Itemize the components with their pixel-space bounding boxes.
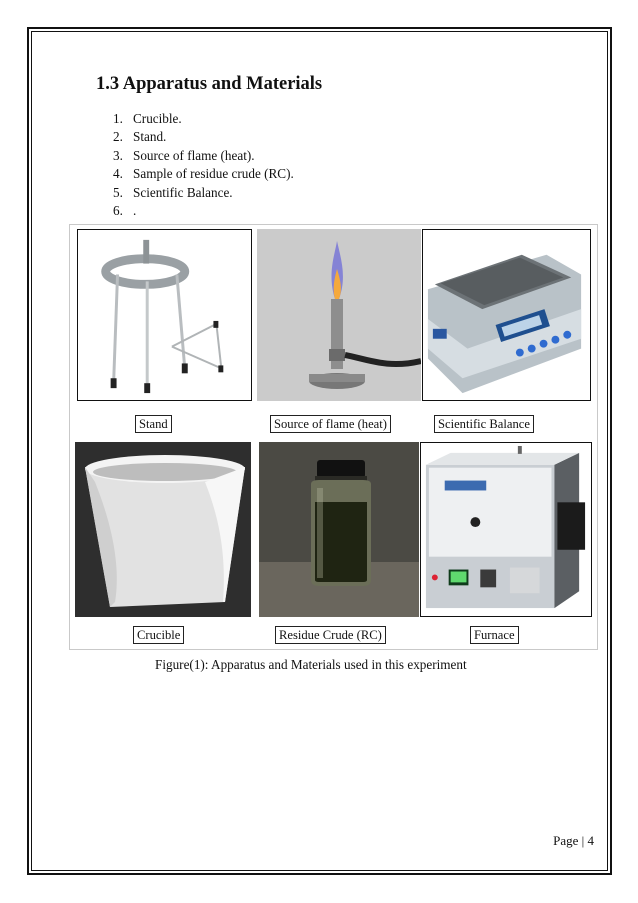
burner-image bbox=[257, 229, 421, 401]
caption-crucible: Crucible bbox=[133, 626, 184, 644]
crucible-image bbox=[75, 442, 251, 617]
list-item: 2. Stand. bbox=[113, 129, 167, 145]
section-heading: 1.3 Apparatus and Materials bbox=[96, 74, 323, 94]
caption-flame: Source of flame (heat) bbox=[270, 415, 391, 433]
list-item: 5. Scientific Balance. bbox=[113, 184, 233, 200]
furnace-image bbox=[420, 442, 592, 617]
caption-residue-crude: Residue Crude (RC) bbox=[275, 626, 386, 644]
residue-crude-image bbox=[259, 442, 419, 617]
page-number: Page | 4 bbox=[553, 833, 594, 848]
figure-caption: Figure(1): Apparatus and Materials used in this experiment bbox=[155, 657, 467, 672]
caption-stand: Stand bbox=[135, 415, 172, 433]
list-item: 6. . bbox=[113, 203, 137, 219]
caption-furnace: Furnace bbox=[470, 626, 519, 644]
stand-image bbox=[77, 229, 252, 401]
list-item: 1. Crucible. bbox=[113, 111, 182, 126]
list-item: 3. Source of flame (heat). bbox=[113, 147, 255, 163]
balance-image bbox=[422, 229, 591, 401]
caption-balance: Scientific Balance bbox=[434, 415, 534, 433]
materials-list bbox=[113, 110, 294, 220]
list-item: 4. Sample of residue crude (RC). bbox=[113, 166, 294, 182]
